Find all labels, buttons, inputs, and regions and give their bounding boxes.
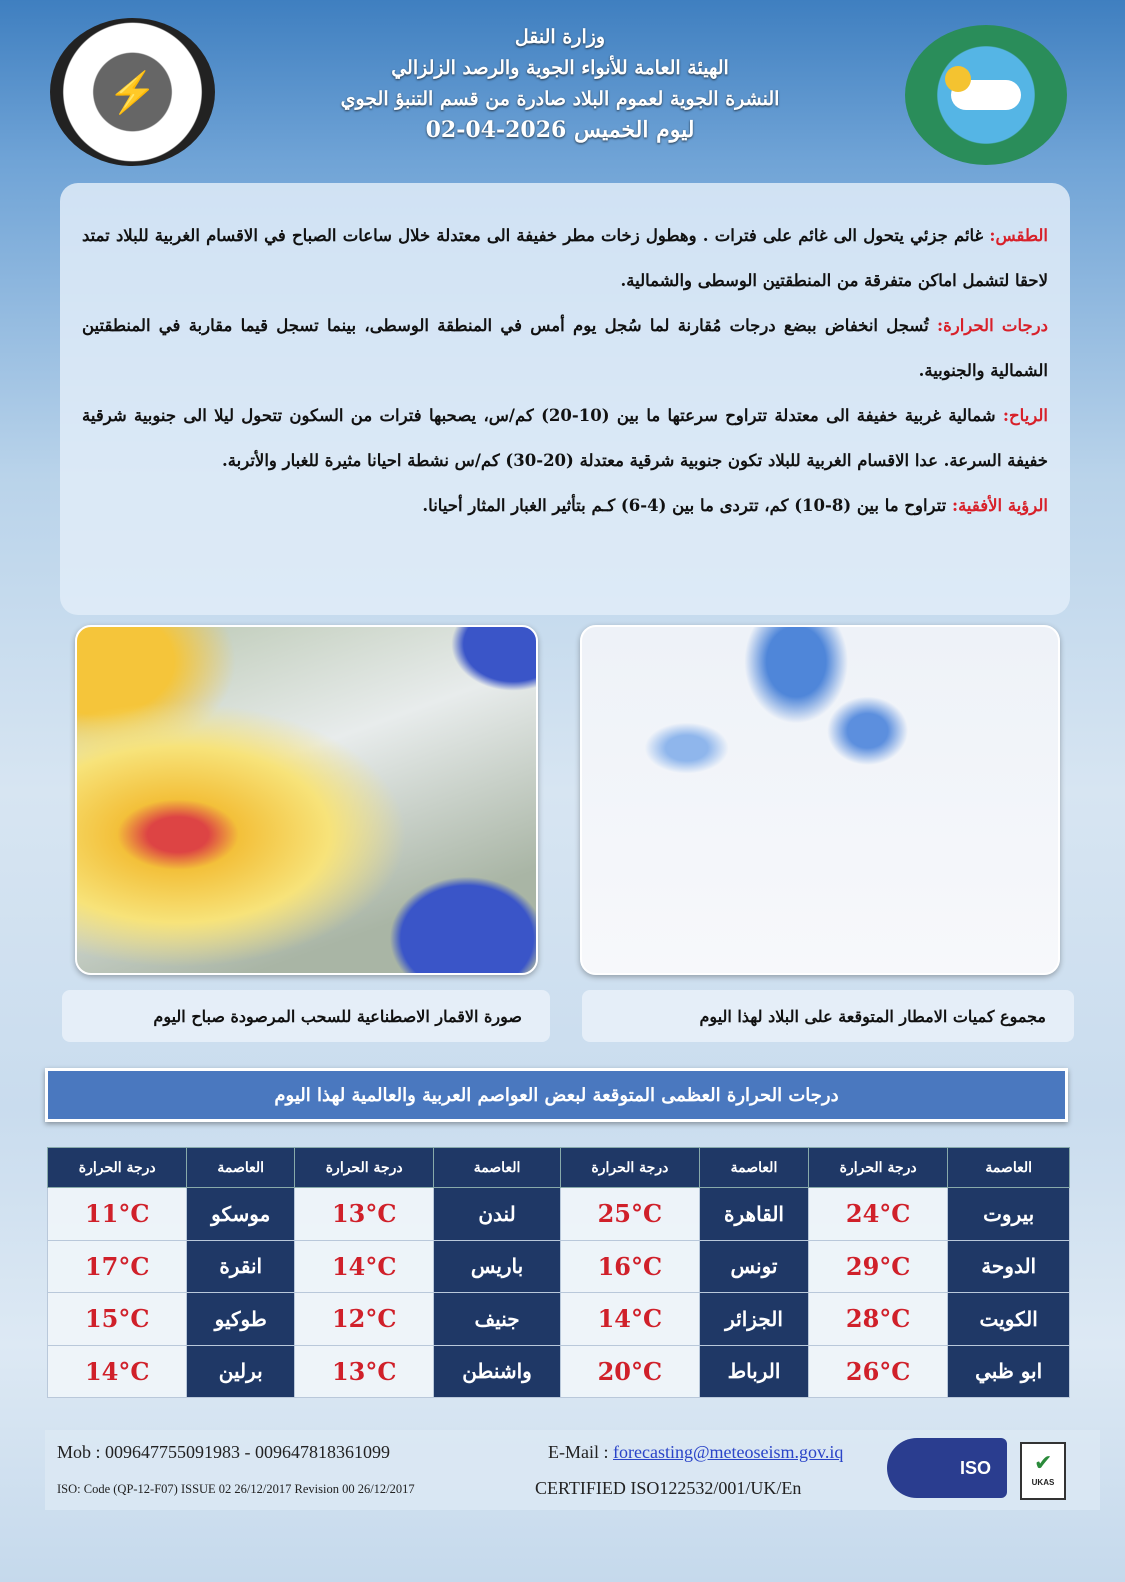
temperature-cell: 25°C	[560, 1188, 699, 1241]
capital-cell: واشنطن	[434, 1345, 560, 1398]
weather-forecasting-dept-logo	[50, 18, 215, 166]
ministry-name: وزارة النقل	[514, 26, 606, 48]
temperature-cell: 20°C	[560, 1345, 699, 1398]
forecast-wind: الرياح: شمالية غربية خفيفة الى معتدلة تتراوح سرعتها ما بين (10-20) كم/س، يصحبها فترات من السكون تتحول ليلا الى جنوبية شرقية خفيفة السرعة. عدا الاقسام الغربية للبلاد تكون جنوبية شرقية معتدلة (20-30) كم/س نشطة احيانا مثيرة للغبار والأتربة.	[82, 406, 1048, 470]
bulletin-title: النشرة الجوية لعموم البلاد صادرة من قسم التنبؤ الجوي	[340, 88, 780, 110]
capitals-temperature-table	[47, 1147, 1070, 1398]
temperature-cell: 13°C	[295, 1188, 434, 1241]
crown-check-icon: ✔	[1034, 1450, 1053, 1475]
header-temperature: درجة الحرارة	[48, 1148, 187, 1188]
capital-cell: الدوحة	[948, 1240, 1070, 1293]
cloud-sun-icon	[951, 80, 1021, 110]
certification: CERTIFIED ISO122532/001/UK/En	[535, 1478, 802, 1498]
capital-cell: بيروت	[948, 1188, 1070, 1241]
temperature-cell: 14°C	[560, 1293, 699, 1346]
capital-cell: برلين	[187, 1345, 295, 1398]
header-capital: العاصمة	[187, 1148, 295, 1188]
temperature-cell: 29°C	[808, 1240, 947, 1293]
table-row	[48, 1293, 1070, 1346]
capital-cell: جنيف	[434, 1293, 560, 1346]
mobile-numbers: Mob : 009647755091983 - 009647818361099	[57, 1442, 390, 1462]
authority-name: الهيئة العامة للأنواء الجوية والرصد الزلزالي	[391, 57, 729, 79]
temperature-cell: 11°C	[48, 1188, 187, 1241]
header-capital: العاصمة	[948, 1148, 1070, 1188]
temperature-cell: 24°C	[808, 1188, 947, 1241]
header-capital: العاصمة	[700, 1148, 809, 1188]
forecast-text-box	[60, 183, 1070, 615]
rainfall-forecast-map	[580, 625, 1060, 975]
capital-cell: الكويت	[948, 1293, 1070, 1346]
header	[300, 22, 820, 146]
capital-cell: موسكو	[187, 1188, 295, 1241]
table-row	[48, 1240, 1070, 1293]
capital-cell: الرباط	[700, 1345, 809, 1398]
header-temperature: درجة الحرارة	[295, 1148, 434, 1188]
iso-code: ISO: Code (QP-12-F07) ISSUE 02 26/12/2017 Revision 00 26/12/2017	[57, 1482, 415, 1496]
capital-cell: تونس	[700, 1240, 809, 1293]
satellite-caption: صورة الاقمار الاصطناعية للسحب المرصودة صباح اليوم	[62, 990, 550, 1042]
temperature-cell: 17°C	[48, 1240, 187, 1293]
capital-cell: طوكيو	[187, 1293, 295, 1346]
ukas-badge: ✔ UKAS	[1020, 1442, 1066, 1500]
temperature-cell: 14°C	[295, 1240, 434, 1293]
forecast-temperature: درجات الحرارة: تُسجل انخفاض ببضع درجات مُقارنة لما سُجل يوم أمس في المنطقة الوسطى، بينما تسجل قيما مقاربة في المنطقتين الشمالية والجنوبية.	[82, 316, 1048, 380]
header-capital: العاصمة	[434, 1148, 560, 1188]
email-link[interactable]: forecasting@meteoseism.gov.iq	[613, 1442, 844, 1462]
rainfall-caption: مجموع كميات الامطار المتوقعة على البلاد لهذا اليوم	[582, 990, 1074, 1042]
capital-cell: باريس	[434, 1240, 560, 1293]
temperature-cell: 13°C	[295, 1345, 434, 1398]
header-temperature: درجة الحرارة	[560, 1148, 699, 1188]
email-line: E-Mail : forecasting@meteoseism.gov.iq	[548, 1442, 844, 1462]
temperature-cell: 15°C	[48, 1293, 187, 1346]
forecast-weather: الطقس: غائم جزئي يتحول الى غائم على فترات . وهطول زخات مطر خفيفة الى معتدلة خلال ساعات الصباح في الاقسام الغربية للبلاد تمتد لاحقا لتشمل اماكن متفرقة من المنطقتين الوسطى والشمالية.	[82, 226, 1048, 290]
temperature-table-title: درجات الحرارة العظمى المتوقعة لبعض العواصم العربية والعالمية لهذا اليوم	[45, 1068, 1068, 1122]
footer	[45, 1430, 1100, 1510]
capital-cell: لندن	[434, 1188, 560, 1241]
iso-certified-badge: ISO	[887, 1438, 1007, 1498]
capital-cell: القاهرة	[700, 1188, 809, 1241]
iraq-meteorological-organization-logo	[905, 25, 1067, 165]
capital-cell: انقرة	[187, 1240, 295, 1293]
temperature-cell: 14°C	[48, 1345, 187, 1398]
table-row	[48, 1188, 1070, 1241]
header-temperature: درجة الحرارة	[808, 1148, 947, 1188]
capital-cell: الجزائر	[700, 1293, 809, 1346]
capital-cell: ابو ظبي	[948, 1345, 1070, 1398]
bulletin-date: ليوم الخميس 2026-04-02	[425, 117, 695, 143]
satellite-cloud-image	[75, 625, 538, 975]
temperature-cell: 26°C	[808, 1345, 947, 1398]
temperature-cell: 16°C	[560, 1240, 699, 1293]
forecast-visibility: الرؤية الأفقية: تتراوح ما بين (8-10) كم، تتردى ما بين (4-6) كـم بتأثير الغبار المثار أحيانا.	[422, 496, 1048, 515]
temperature-cell: 28°C	[808, 1293, 947, 1346]
temperature-cell: 12°C	[295, 1293, 434, 1346]
lightning-icon: ⚡	[107, 69, 158, 116]
table-row	[48, 1345, 1070, 1398]
